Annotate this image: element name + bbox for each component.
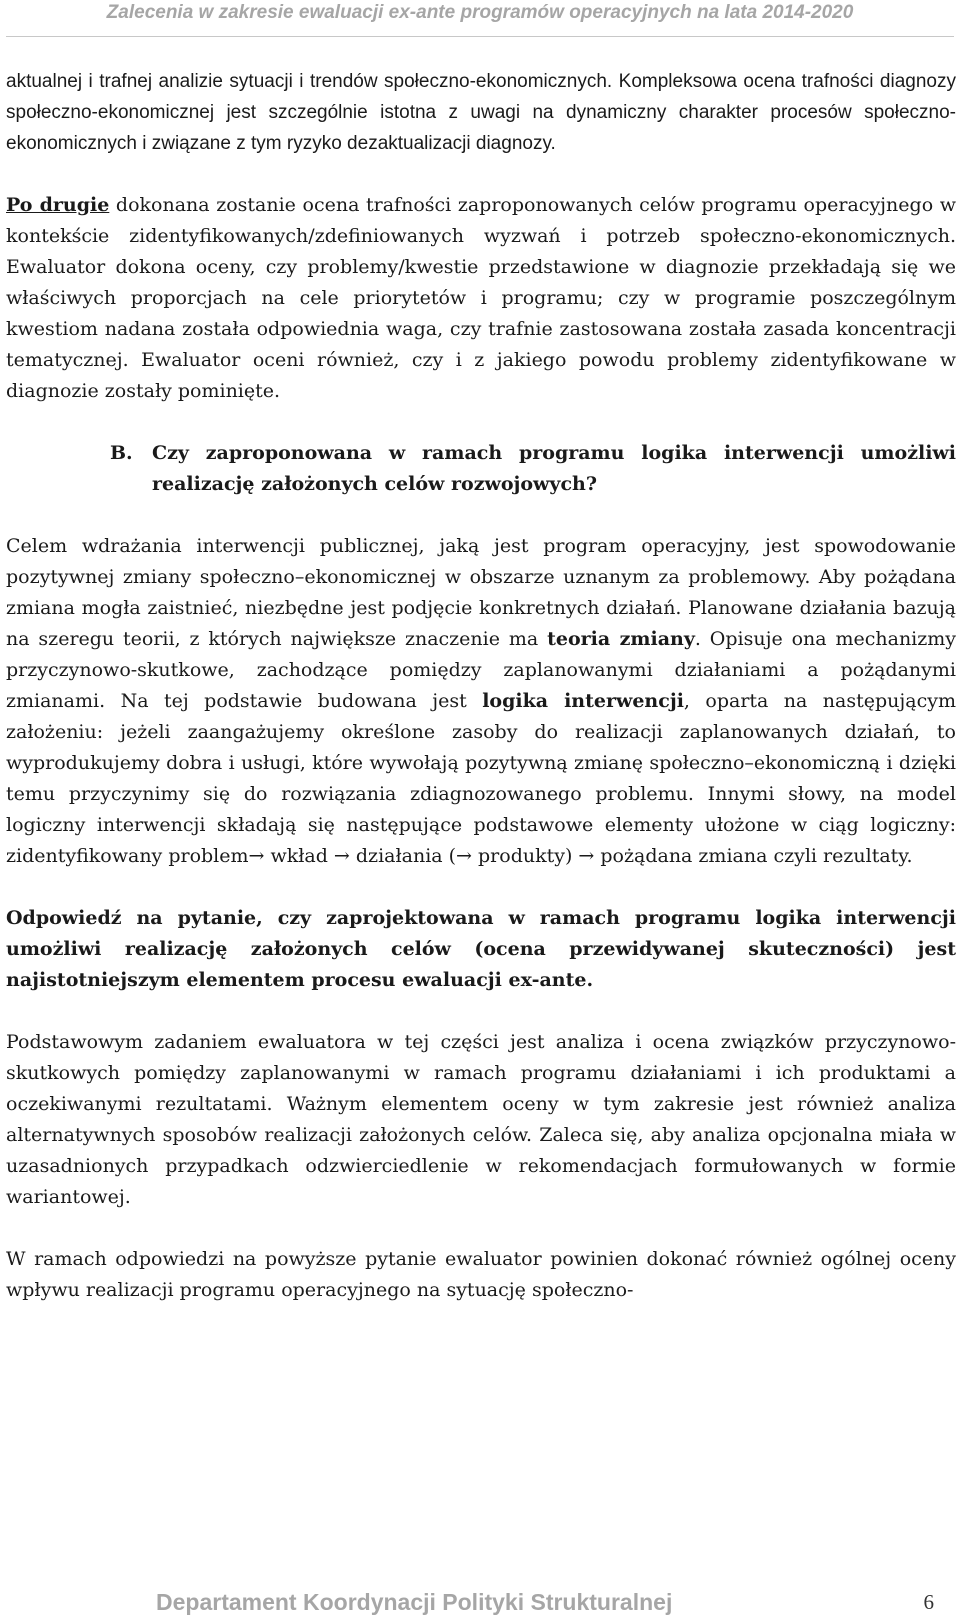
paragraph-key-answer: Odpowiedź na pytanie, czy zaprojektowana w ramach programu logika interwencji umożliwi realizację założonych celów (ocena przewidywanej skuteczności) jest najistotniejszym elementem procesu ewaluacji ex-ante. (6, 907, 956, 991)
paragraph-second-point (6, 190, 956, 407)
question-text: Czy zaproponowana w ramach programu logika interwencji umożliwi realizację założonych celów rozwojowych? (152, 442, 956, 495)
paragraph-diagnosis-continuation: aktualnej i trafnej analizie sytuacji i trendów społeczno-ekonomicznych. Kompleksowa ocena trafności diagnozy społeczno-ekonomicznej jest szczególnie istotna z uwagi na dynamiczny charakter procesów społeczno-ekonomicznych i związane z tym ryzyko dezaktualizacji diagnozy. (6, 71, 956, 154)
text-segment: , oparta na następującym założeniu: jeżeli zaangażujemy określone zasoby do realizacji zaplanowanych działań, to wyprodukujemy dobra i usługi, które wywołają pozytywną zmianę społeczno–ekonomiczną i dzięki temu przyczynimy się do rozwiązania zdiagnozowanego problemu. Innymi słowy, na model logiczny interwencji składają się następujące podstawowe elementy ułożone w ciąg logiczny: zidentyfikowany problem→ wkład → działania (→ produkty) → pożądana zmiana czyli rezultaty. (6, 690, 957, 867)
question-letter: B. (110, 442, 133, 464)
paragraph-intervention-logic (6, 531, 956, 872)
header-title: Zalecenia w zakresie ewaluacji ex-ante programów operacyjnych na lata 2014-2020 (106, 2, 854, 23)
page-header (0, 0, 960, 46)
paragraph-second-point-text: dokonana zostanie ocena trafności zaproponowanych celów programu operacyjnego w kontekście zidentyfikowanych/zdefiniowanych wyzwań i potrzeb społeczno-ekonomicznych. Ewaluator dokona oceny, czy problemy/kwestie przedstawione w diagnozie przekładają się we właściwych proporcjach na cele priorytetów i programu; czy w programie poszczególnym kwestiom nadana została odpowiednia waga, czy trafnie zastosowana została zasada koncentracji tematycznej. Ewaluator oceni również, czy i z jakiego powodu problemy zidentyfikowane w diagnozie zostały pominięte. (6, 194, 956, 402)
term-theory-of-change: teoria zmiany (547, 628, 695, 650)
evaluation-question (6, 438, 956, 500)
document-body (6, 66, 956, 1337)
paragraph-lead-in: Po drugie (6, 194, 110, 216)
paragraph-impact-assessment: W ramach odpowiedzi na powyższe pytanie ewaluator powinien dokonać również ogólnej oceny wpływu realizacji programu operacyjnego na sytuację społeczno- (6, 1248, 956, 1301)
text-segment: Celem wdrażania interwencji publicznej, jaką jest program operacyjny, jest spowodowanie pozytywnej zmiany społeczno–ekonomicznej w obszarze uznanym za problemowy. Aby pożądana zmiana mogła zaistnieć, niezbędne jest podjęcie konkretnych działań. Planowane działania bazują na szeregu teorii, z których największe znaczenie ma (6, 535, 956, 650)
page-footer (0, 1588, 960, 1617)
text-segment: . Opisuje ona mechanizmy przyczynowo-skutkowe, zachodzące pomiędzy zaplanowanymi działaniami a pożądanymi zmianami. Na tej podstawie budowana jest (6, 628, 957, 712)
page-number: 6 (923, 1590, 934, 1614)
header-divider (6, 36, 954, 37)
term-intervention-logic: logika interwencji (482, 690, 684, 712)
footer-department: Departament Koordynacji Polityki Strukturalnej (156, 1589, 673, 1615)
paragraph-evaluator-task: Podstawowym zadaniem ewaluatora w tej części jest analiza i ocena związków przyczynowo-skutkowych pomiędzy zaplanowanymi w ramach programu działaniami i ich produktami a oczekiwanymi rezultatami. Ważnym elementem oceny w tym zakresie jest również analiza alternatywnych sposobów realizacji założonych celów. Zaleca się, aby analiza opcjonalna miała w uzasadnionych przypadkach odzwierciedlenie w rekomendacjach formułowanych w formie wariantowej. (6, 1031, 956, 1208)
